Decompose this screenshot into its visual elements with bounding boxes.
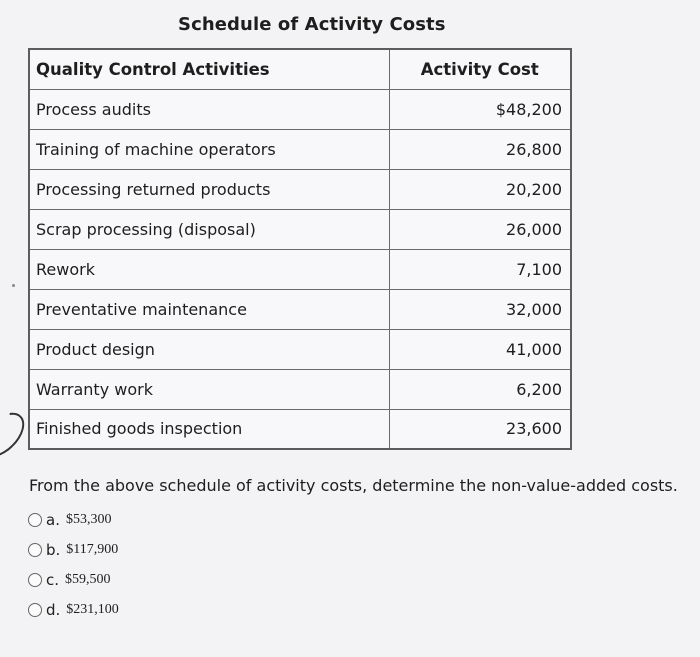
option-letter: a. [46,511,60,529]
activity-cell: Finished goods inspection [29,409,389,449]
table-row [29,409,571,449]
table-row [29,89,571,129]
radio-circle-icon[interactable] [28,603,42,617]
header-activity: Quality Control Activities [29,49,389,89]
option-letter: c. [46,571,60,589]
activity-cell: Product design [29,329,389,369]
option-d[interactable] [28,595,119,625]
answer-options [28,505,119,625]
option-value: $59,500 [65,572,111,587]
table-row [29,289,571,329]
activity-cell: Processing returned products [29,169,389,209]
radio-circle-icon[interactable] [28,573,42,587]
option-c[interactable] [28,565,119,595]
cost-cell: 41,000 [389,329,571,369]
cost-cell: 26,000 [389,209,571,249]
option-value: $231,100 [66,602,119,617]
table-row [29,249,571,289]
activity-cell: Training of machine operators [29,129,389,169]
table-header-row [29,49,571,89]
table-row [29,129,571,169]
cost-cell: 32,000 [389,289,571,329]
question-text: From the above schedule of activity costs, determine the non-value-added costs. [29,476,678,495]
cost-cell: 20,200 [389,169,571,209]
table-row [29,369,571,409]
header-cost: Activity Cost [389,49,571,89]
activity-cell: Preventative maintenance [29,289,389,329]
cost-cell: 6,200 [389,369,571,409]
stray-dot [12,284,15,287]
option-letter: b. [46,541,61,559]
cost-cell: $48,200 [389,89,571,129]
table-row [29,329,571,369]
radio-circle-icon[interactable] [28,513,42,527]
option-value: $117,900 [66,542,119,557]
page-title: Schedule of Activity Costs [178,14,446,35]
activity-cell: Scrap processing (disposal) [29,209,389,249]
cost-cell: 23,600 [389,409,571,449]
table-row [29,209,571,249]
activity-cost-table [28,48,572,450]
radio-circle-icon[interactable] [28,543,42,557]
activity-cell: Process audits [29,89,389,129]
option-value: $53,300 [65,512,112,527]
cost-cell: 7,100 [389,249,571,289]
table-row [29,169,571,209]
cost-cell: 26,800 [389,129,571,169]
activity-cell: Warranty work [29,369,389,409]
option-a[interactable] [28,505,119,535]
activity-cell: Rework [29,249,389,289]
option-b[interactable] [28,535,119,565]
option-letter: d. [46,601,61,619]
